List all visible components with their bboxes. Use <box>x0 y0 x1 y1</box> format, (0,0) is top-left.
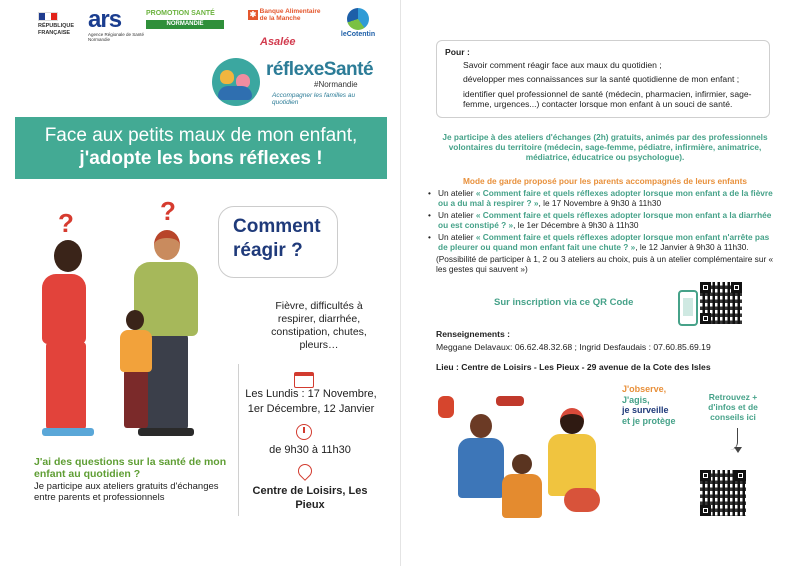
atelier-item: • Un atelier « Comment faire et quels réflexes adopter lorsque mon enfant n'arrête pas de pleurer ou quand mon enfant fait une chute ? », le 12 Janvier à 9h30 à 11h30. <box>428 232 774 252</box>
mother-body <box>548 434 596 496</box>
schedule-dates: Les Lundis : 17 Novembre, 1er Décembre, 12 Janvier <box>245 388 377 415</box>
mother-shoes <box>42 428 94 436</box>
question-text: Je participe aux ateliers gratuits d'échanges entre parents et professionnels <box>34 481 219 503</box>
father-shoes <box>138 428 194 436</box>
family-illustration <box>436 384 626 544</box>
thumbs-up-icon <box>438 396 454 418</box>
mother-head <box>54 240 82 272</box>
mode-garde: Mode de garde proposé pour les parents accompagnés de leurs enfants <box>462 176 747 186</box>
asalee-logo: Asalée <box>260 36 296 48</box>
mother-body <box>42 274 86 344</box>
fold-line <box>400 0 401 566</box>
arrow-down-icon <box>726 428 738 450</box>
ars-logo: ars Agence Régionale de Santé Normandie <box>88 6 145 42</box>
ateliers-note: (Possibilité de participer à 1, 2 ou 3 ateliers au choix, puis à un atelier complémentaire sur « les gestes qui sauvent ») <box>436 254 774 274</box>
brand-hashtag: #Normandie <box>314 80 358 89</box>
comment-reagir-title: Comment réagir ? <box>233 216 321 261</box>
qr-code-infos[interactable] <box>700 470 746 516</box>
father-body <box>458 438 504 498</box>
comment-reagir-bubble <box>218 206 338 278</box>
banque-alimentaire-icon: ✱ <box>249 10 257 19</box>
mother-legs <box>46 342 86 430</box>
question-mark-icon: ? <box>160 196 176 226</box>
hero-banner <box>15 117 387 179</box>
father-head <box>154 230 180 260</box>
objective-item: identifier quel professionnel de santé (médecin, pharmacien, infirmier, sage-femme, urgences...) contacter lorsque mon enfant à un souci de santé. <box>463 88 752 109</box>
cotentin-icon <box>347 8 369 30</box>
atelier-intro: Je participe à des ateliers d'échanges (2h) gratuits, animés par des professionnels volontaires du territoire (médecin, sage-femme, pédiatre, infirmière, animatrice, médiatrice, éducatrice ou psychologue). <box>442 132 768 162</box>
question-mark-icon: ? <box>58 208 74 238</box>
renseignements-contacts: Meggane Delavaux: 06.62.48.32.68 ; Ingrid Desfaudais : 07.60.85.69.19 <box>436 342 711 352</box>
father-head <box>470 414 492 438</box>
lieu-address: Lieu : Centre de Loisirs - Les Pieux - 29 avenue de la Cote des Isles <box>436 362 711 372</box>
question-title: J'ai des questions sur la santé de mon enfant au quotidien ? <box>34 456 227 480</box>
brand-name: réflexeSanté <box>266 59 374 80</box>
republique-logo: RÉPUBLIQUE FRANÇAISE <box>38 12 80 37</box>
partner-logos <box>38 8 378 48</box>
family-magnifier-icon <box>212 58 260 106</box>
child-body <box>120 330 152 372</box>
atelier-item: • Un atelier « Comment faire et quels réflexes adopter lorsque mon enfant a de la fièvre ou a du mal à respirer ? », le 17 Novembre à 9h30 à 11h30 <box>428 188 774 208</box>
hero-line-2: j'adopte les bons réflexes ! <box>79 148 323 169</box>
atelier-item: • Un atelier « Comment faire et quels réflexes adopter lorsque mon enfant a la diarrhée ou est constipé ? », le 1er Décembre à 9h30 à 11h30 <box>428 210 774 230</box>
objective-item: Savoir comment réagir face aux maux du quotidien ; <box>463 59 662 70</box>
child-head <box>512 454 532 474</box>
symptoms-list: Fièvre, difficultés à respirer, diarrhée, constipation, chutes, pleurs… <box>271 300 367 351</box>
smartphone-icon <box>678 290 698 326</box>
slogan: J'observe, J'agis, je surveille et je protège <box>622 384 676 426</box>
child-legs <box>124 370 148 428</box>
child-head <box>126 310 144 330</box>
clock-icon <box>296 424 312 440</box>
father-body <box>134 262 198 336</box>
renseignements-title: Renseignements : <box>436 329 511 339</box>
objectives-box <box>436 40 770 118</box>
baby-figure <box>564 488 600 512</box>
ateliers-list <box>428 188 774 274</box>
inscription-label: Sur inscription via ce QR Code <box>494 297 634 308</box>
reflexe-sante-brand <box>212 56 374 114</box>
child-body <box>502 474 542 518</box>
promotion-sante-logo: PROMOTION SANTÉ NORMANDIE <box>146 10 224 44</box>
schedule-place: Centre de Loisirs, Les Pieux <box>252 485 368 511</box>
hero-line-1: Face aux petits maux de mon enfant, <box>44 125 358 146</box>
cotentin-logo: leCotentin <box>336 8 380 39</box>
objectives-list <box>445 60 761 110</box>
objective-item: développer mes connaissances sur la santé quotidienne de mon enfant ; <box>463 74 740 84</box>
retrouvez-text: Retrouvez + d'infos et de conseils ici <box>708 392 758 422</box>
objectives-label: Pour : <box>445 47 470 57</box>
brand-subtitle: Accompagner les familles au quotidien <box>272 92 356 106</box>
mother-head <box>560 408 584 434</box>
french-flag-icon <box>38 12 58 21</box>
parents-illustration <box>24 192 234 450</box>
schedule-time: de 9h30 à 11h30 <box>269 444 351 456</box>
toy-plane-icon <box>496 396 524 406</box>
banque-alimentaire-logo: ✱ Banque Alimentaire de la Manche <box>249 8 321 22</box>
qr-code-inscription[interactable] <box>700 282 742 324</box>
